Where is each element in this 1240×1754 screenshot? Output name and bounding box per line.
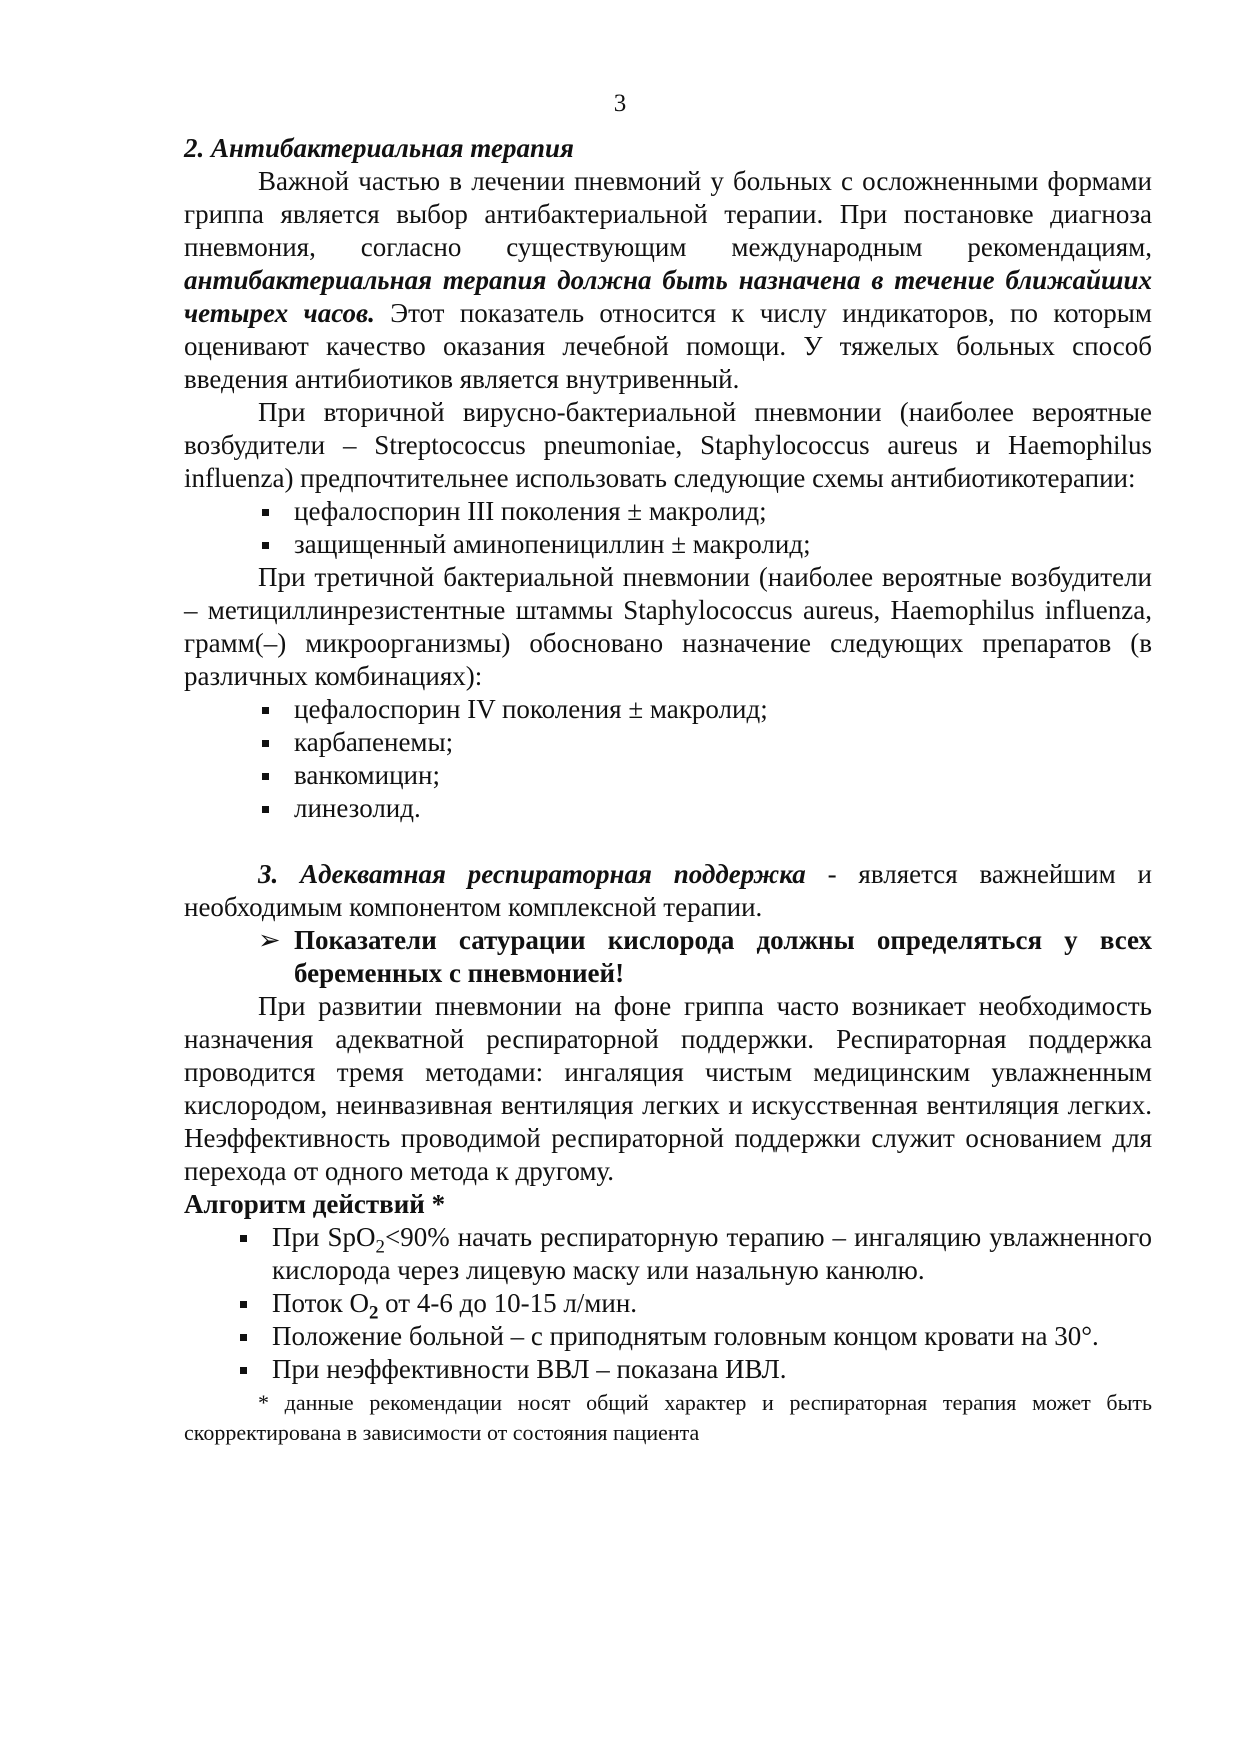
antibiotic-list-1: [184, 495, 1152, 561]
list-item: линезолид.: [258, 792, 1152, 825]
saturation-callout: [184, 924, 1152, 990]
section-2-heading: 2. Антибактериальная терапия: [184, 133, 574, 163]
callout-text: Показатели сатурации кислорода должны определяться у всех беременных с пневмонией!: [294, 925, 1152, 988]
section-2-paragraph-2: При вторичной вирусно-бактериальной пневмонии (наиболее вероятные возбудители – Streptococcus pneumoniae, Staphylococcus aureus и Haemophilus influenza) предпочтительнее использовать следующие схемы антибиотикотерапии:: [184, 397, 1152, 493]
list-text: от 4-6 до 10-15 л/мин.: [378, 1288, 638, 1318]
list-item: [236, 1221, 1152, 1287]
algorithm-title: Алгоритм действий *: [184, 1189, 446, 1219]
list-item: Положение больной – с приподнятым головным концом кровати на 30°.: [236, 1320, 1152, 1353]
arrow-icon: ➢: [258, 925, 281, 955]
list-text: При SpO: [272, 1222, 376, 1252]
list-item: [236, 1287, 1152, 1324]
page-content: [184, 132, 1152, 1448]
emphasis-text: антибактериальная терапия должна быть назначена в течение ближайших четырех часов.: [184, 265, 1152, 328]
antibiotic-list-2: [184, 693, 1152, 825]
footnote: * данные рекомендации носят общий характер и респираторная терапия может быть скорректирована в зависимости от состояния пациента: [184, 1390, 1152, 1445]
list-item: цефалоспорин IV поколения ± макролид;: [258, 693, 1152, 726]
section-3-paragraph-1: При развитии пневмонии на фоне гриппа часто возникает необходимость назначения адекватной респираторной поддержки. Респираторная поддержка проводится тремя методами: ингаляция чистым медицинским увлажненным кислородом, неинвазивная вентиляция легких и искусственная вентиляция легких. Неэффективность проводимой респираторной поддержки служит основанием для перехода от одного метода к другому.: [184, 991, 1152, 1186]
section-2-paragraph-1: [184, 165, 1152, 396]
list-item: карбапенемы;: [258, 726, 1152, 759]
list-item: ванкомицин;: [258, 759, 1152, 792]
paragraph-text: - является важнейшим и необходимым компонентом комплексной терапии.: [184, 859, 1152, 922]
list-item: защищенный аминопенициллин ± макролид;: [258, 528, 1152, 561]
section-3-heading: 3. Адекватная респираторная поддержка: [258, 859, 806, 889]
page-number: 3: [613, 90, 627, 117]
paragraph-text: Этот показатель относится к числу индикаторов, по которым оценивают качество оказания лечебной помощи. У тяжелых больных способ введения антибиотиков является внутривенный.: [184, 298, 1152, 394]
algorithm-list: [184, 1221, 1152, 1386]
subscript: 2: [368, 1302, 379, 1324]
list-text: <90% начать респираторную терапию – ингаляцию увлажненного кислорода через лицевую маску или назальную канюлю.: [272, 1222, 1153, 1285]
spacer: [184, 825, 1152, 858]
list-item: При неэффективности ВВЛ – показана ИВЛ.: [236, 1353, 1152, 1386]
section-3-intro: [184, 858, 1152, 924]
list-text: Поток O: [272, 1288, 369, 1318]
subscript: 2: [375, 1236, 385, 1258]
section-2-paragraph-3: При третичной бактериальной пневмонии (наиболее вероятные возбудители – метициллинрезистентные штаммы Staphylococcus aureus, Haemophilus influenza, грамм(–) микроорганизмы) обосновано назначение следующих препаратов (в различных комбинациях):: [184, 562, 1152, 691]
paragraph-text: Важной частью в лечении пневмоний у больных с осложненными формами гриппа является выбор антибактериальной терапии. При постановке диагноза пневмония, согласно существующим международным рекомендациям,: [184, 166, 1152, 262]
list-item: цефалоспорин III поколения ± макролид;: [258, 495, 1152, 528]
